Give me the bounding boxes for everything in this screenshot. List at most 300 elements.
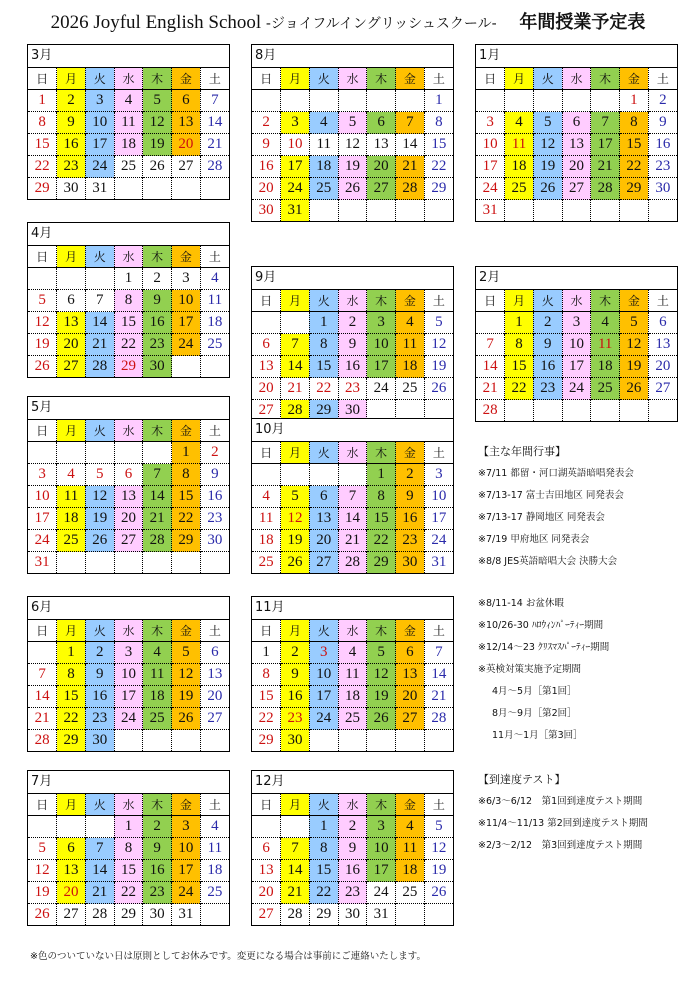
day-cell: 22: [172, 508, 201, 530]
day-cell: 8: [620, 112, 649, 134]
day-cell: 24: [114, 708, 143, 730]
day-cell: 27: [252, 904, 281, 926]
month-label: 10月: [252, 419, 453, 442]
weekday-header: 金: [172, 246, 201, 268]
empty-cell: [114, 442, 143, 464]
empty-cell: [114, 730, 143, 752]
period-item: ※8/11-14 お盆休暇: [478, 598, 564, 609]
day-cell: 11: [200, 290, 229, 312]
empty-cell: [562, 400, 591, 422]
day-cell: 1: [262, 644, 270, 660]
day-cell: 26: [338, 178, 367, 200]
eiken-period: 11月～1月［第3回］: [492, 730, 583, 741]
weekday-header: 日: [28, 68, 57, 90]
empty-cell: [252, 90, 281, 112]
day-cell: 3: [476, 112, 505, 134]
day-cell: 1: [505, 312, 534, 334]
day-cell: 18: [338, 686, 367, 708]
day-cell: 18: [396, 356, 425, 378]
day-cell: 7: [85, 838, 114, 860]
test-item: ※6/3～6/12 第1回到達度テスト期間: [478, 796, 643, 807]
day-cell: 13: [172, 112, 201, 134]
day-cell: 9: [200, 464, 229, 486]
day-cell: 25: [200, 882, 229, 904]
weekday-header: 金: [396, 68, 425, 90]
day-cell: 17: [28, 508, 57, 530]
day-cell: 14: [338, 508, 367, 530]
day-cell: 24: [309, 708, 338, 730]
weekday-header: 月: [281, 68, 310, 90]
weekday-header: 土: [648, 290, 677, 312]
empty-cell: [396, 730, 425, 752]
day-cell: 3: [424, 464, 453, 486]
weekday-header: 月: [281, 794, 310, 816]
day-cell: 1: [114, 268, 143, 290]
day-cell: 26: [172, 708, 201, 730]
weekday-header: 火: [85, 794, 114, 816]
day-cell: 10: [281, 134, 310, 156]
empty-cell: [200, 178, 229, 200]
weekday-header: 日: [252, 794, 281, 816]
day-cell: 1: [114, 816, 143, 838]
weekday-header: 土: [424, 290, 453, 312]
day-cell: 20: [114, 508, 143, 530]
empty-cell: [309, 200, 338, 222]
day-cell: 21: [476, 378, 505, 400]
empty-cell: [396, 904, 425, 926]
day-cell: 4: [200, 816, 229, 838]
event-item: ※7/19 甲府地区 同発表会: [478, 534, 590, 545]
weekday-header: 水: [114, 620, 143, 642]
weekday-header: 木: [367, 442, 396, 464]
day-cell: 27: [200, 708, 229, 730]
day-cell: 26: [85, 530, 114, 552]
month-calendar: [27, 222, 230, 378]
day-cell: 25: [57, 530, 86, 552]
day-cell: 2: [200, 442, 229, 464]
day-cell: 14: [28, 686, 57, 708]
day-cell: 29: [114, 904, 143, 926]
month-calendar: [475, 266, 678, 422]
day-cell: 4: [505, 112, 534, 134]
weekday-header: 土: [424, 442, 453, 464]
day-cell: 7: [28, 664, 57, 686]
eiken-period: 8月～9月［第2回］: [492, 708, 577, 719]
day-cell: 4: [591, 312, 620, 334]
day-cell: 16: [281, 686, 310, 708]
day-cell: 8: [309, 838, 338, 860]
weekday-header: 火: [309, 290, 338, 312]
day-cell: 24: [367, 882, 396, 904]
month-label: 9月: [252, 267, 453, 290]
weekday-header: 日: [252, 68, 281, 90]
day-cell: 12: [620, 334, 649, 356]
empty-cell: [85, 816, 114, 838]
day-cell: 6: [309, 486, 338, 508]
day-cell: 7: [281, 334, 310, 356]
day-cell: 21: [424, 686, 453, 708]
period-item: ※12/14～23 ｸﾘｽﾏｽﾊﾟｰﾃｨｰ期間: [478, 642, 610, 653]
day-cell: 6: [172, 90, 201, 112]
day-cell: 8: [114, 838, 143, 860]
weekday-header: 火: [533, 68, 562, 90]
month-calendar: [251, 596, 454, 752]
empty-cell: [338, 200, 367, 222]
day-cell: 2: [396, 464, 425, 486]
day-cell: 19: [281, 530, 310, 552]
empty-cell: [281, 312, 310, 334]
day-cell: 12: [281, 508, 310, 530]
empty-cell: [505, 400, 534, 422]
day-cell: 20: [562, 156, 591, 178]
day-cell: 5: [281, 486, 310, 508]
day-cell: 9: [252, 134, 281, 156]
empty-cell: [28, 442, 57, 464]
day-cell: 4: [114, 90, 143, 112]
day-cell: 26: [533, 178, 562, 200]
day-cell: 7: [424, 642, 453, 664]
day-cell: 25: [396, 378, 425, 400]
day-cell: 22: [620, 156, 649, 178]
day-cell: 21: [281, 378, 310, 400]
day-cell: 8: [424, 112, 453, 134]
day-cell: 30: [57, 178, 86, 200]
day-cell: 10: [28, 486, 57, 508]
day-cell: 21: [28, 708, 57, 730]
day-cell: 5: [367, 642, 396, 664]
empty-cell: [562, 90, 591, 112]
empty-cell: [252, 464, 281, 486]
empty-cell: [28, 816, 57, 838]
weekday-header: 火: [85, 420, 114, 442]
day-cell: 21: [143, 508, 172, 530]
day-cell: 30: [200, 530, 229, 552]
weekday-header: 日: [252, 290, 281, 312]
day-cell: 9: [143, 838, 172, 860]
empty-cell: [533, 200, 562, 222]
empty-cell: [367, 90, 396, 112]
day-cell: 1: [424, 90, 453, 112]
day-cell: 12: [143, 112, 172, 134]
day-cell: 26: [424, 378, 453, 400]
day-cell: 4: [252, 486, 281, 508]
empty-cell: [505, 90, 534, 112]
day-cell: 22: [114, 882, 143, 904]
day-cell: 27: [57, 356, 86, 378]
day-cell: 22: [424, 156, 453, 178]
day-cell: 29: [252, 730, 281, 752]
day-cell: 18: [309, 156, 338, 178]
events-heading: 【主な年間行事】: [478, 445, 566, 458]
day-cell: 5: [533, 112, 562, 134]
empty-cell: [562, 200, 591, 222]
day-cell: 13: [309, 508, 338, 530]
event-item: ※8/8 JES英語暗唱大会 決勝大会: [478, 556, 618, 567]
weekday-header: 金: [172, 794, 201, 816]
day-cell: 9: [533, 334, 562, 356]
day-cell: 1: [172, 442, 201, 464]
day-cell: 23: [57, 156, 86, 178]
weekday-header: 火: [309, 794, 338, 816]
day-cell: 18: [57, 508, 86, 530]
day-cell: 19: [620, 356, 649, 378]
day-cell: 28: [281, 400, 310, 422]
day-cell: 25: [114, 156, 143, 178]
weekday-header: 日: [28, 794, 57, 816]
empty-cell: [57, 268, 86, 290]
day-cell: 11: [338, 664, 367, 686]
day-cell: 27: [57, 904, 86, 926]
weekday-header: 木: [143, 620, 172, 642]
day-cell: 10: [309, 664, 338, 686]
day-cell: 16: [143, 312, 172, 334]
day-cell: 12: [85, 486, 114, 508]
day-cell: 25: [396, 882, 425, 904]
weekday-header: 日: [28, 420, 57, 442]
day-cell: 21: [591, 156, 620, 178]
weekday-header: 火: [309, 68, 338, 90]
day-cell: 30: [648, 178, 677, 200]
day-cell: 3: [309, 642, 338, 664]
day-cell: 19: [367, 686, 396, 708]
day-cell: 28: [28, 730, 57, 752]
empty-cell: [309, 730, 338, 752]
day-cell: 20: [200, 686, 229, 708]
empty-cell: [424, 730, 453, 752]
day-cell: 19: [424, 860, 453, 882]
empty-cell: [281, 816, 310, 838]
day-cell: 15: [367, 508, 396, 530]
day-cell: 9: [396, 486, 425, 508]
day-cell: 6: [252, 334, 281, 356]
day-cell: 15: [620, 134, 649, 156]
day-cell: 22: [505, 378, 534, 400]
day-cell: 7: [591, 112, 620, 134]
day-cell: 5: [620, 312, 649, 334]
day-cell: 9: [338, 838, 367, 860]
day-cell: 14: [476, 356, 505, 378]
day-cell: 5: [28, 838, 57, 860]
day-cell: 15: [424, 134, 453, 156]
period-notes: [478, 593, 609, 747]
day-cell: 26: [28, 356, 57, 378]
day-cell: 16: [533, 356, 562, 378]
day-cell: 7: [281, 838, 310, 860]
weekday-header: 木: [591, 290, 620, 312]
empty-cell: [252, 312, 281, 334]
day-cell: 19: [172, 686, 201, 708]
day-cell: 28: [396, 178, 425, 200]
day-cell: 28: [281, 904, 310, 926]
day-cell: 3: [114, 642, 143, 664]
day-cell: 24: [562, 378, 591, 400]
day-cell: 11: [505, 134, 534, 156]
day-cell: 16: [85, 686, 114, 708]
empty-cell: [281, 464, 310, 486]
empty-cell: [85, 552, 114, 574]
day-cell: 20: [396, 686, 425, 708]
day-cell: 15: [309, 860, 338, 882]
day-cell: 8: [252, 664, 281, 686]
empty-cell: [620, 400, 649, 422]
month-calendar: [475, 44, 678, 222]
day-cell: 10: [114, 664, 143, 686]
day-cell: 6: [562, 112, 591, 134]
title-japanese: 年間授業予定表: [519, 12, 646, 33]
test-item: ※2/3～2/12 第3回到達度テスト期間: [478, 840, 643, 851]
day-cell: 13: [114, 486, 143, 508]
empty-cell: [200, 552, 229, 574]
empty-cell: [114, 552, 143, 574]
day-cell: 20: [648, 356, 677, 378]
day-cell: 12: [338, 134, 367, 156]
day-cell: 2: [143, 268, 172, 290]
empty-cell: [396, 90, 425, 112]
day-cell: 18: [200, 312, 229, 334]
day-cell: 24: [85, 156, 114, 178]
day-cell: 28: [200, 156, 229, 178]
day-cell: 19: [533, 156, 562, 178]
day-cell: 28: [424, 708, 453, 730]
test-notes: [478, 769, 648, 857]
day-cell: 1: [309, 312, 338, 334]
empty-cell: [648, 400, 677, 422]
day-cell: 2: [85, 642, 114, 664]
weekday-header: 金: [172, 68, 201, 90]
empty-cell: [200, 730, 229, 752]
day-cell: 5: [85, 464, 114, 486]
day-cell: 4: [200, 268, 229, 290]
day-cell: 25: [143, 708, 172, 730]
day-cell: 28: [591, 178, 620, 200]
empty-cell: [57, 552, 86, 574]
day-cell: 20: [57, 882, 86, 904]
weekday-header: 金: [396, 620, 425, 642]
weekday-header: 金: [620, 290, 649, 312]
weekday-header: 火: [85, 68, 114, 90]
day-cell: 19: [338, 156, 367, 178]
day-cell: 30: [85, 730, 114, 752]
month-label: 1月: [476, 45, 677, 68]
empty-cell: [591, 200, 620, 222]
day-cell: 21: [396, 156, 425, 178]
weekday-header: 木: [367, 794, 396, 816]
weekday-header: 月: [505, 68, 534, 90]
day-cell: 6: [200, 642, 229, 664]
empty-cell: [143, 178, 172, 200]
day-cell: 24: [28, 530, 57, 552]
weekday-header: 火: [309, 442, 338, 464]
day-cell: 23: [281, 708, 310, 730]
day-cell: 6: [252, 838, 281, 860]
day-cell: 30: [338, 904, 367, 926]
day-cell: 21: [85, 882, 114, 904]
empty-cell: [338, 464, 367, 486]
day-cell: 20: [309, 530, 338, 552]
month-label: 12月: [252, 771, 453, 794]
day-cell: 27: [172, 156, 201, 178]
page-title: [0, 8, 696, 34]
weekday-header: 火: [85, 246, 114, 268]
title-kana: -ジョイフルイングリッシュスクール-: [265, 16, 497, 32]
month-label: 11月: [252, 597, 453, 620]
day-cell: 2: [338, 816, 367, 838]
day-cell: 23: [338, 378, 367, 400]
day-cell: 25: [338, 708, 367, 730]
day-cell: 10: [562, 334, 591, 356]
day-cell: 2: [533, 312, 562, 334]
day-cell: 21: [200, 134, 229, 156]
day-cell: 28: [338, 552, 367, 574]
month-label: 5月: [28, 397, 229, 420]
title-english: 2026 Joyful English School: [50, 12, 262, 33]
day-cell: 29: [620, 178, 649, 200]
day-cell: 5: [172, 642, 201, 664]
day-cell: 17: [281, 156, 310, 178]
day-cell: 21: [85, 334, 114, 356]
empty-cell: [252, 816, 281, 838]
day-cell: 8: [172, 464, 201, 486]
day-cell: 15: [309, 356, 338, 378]
weekday-header: 土: [200, 246, 229, 268]
day-cell: 4: [396, 312, 425, 334]
day-cell: 19: [28, 882, 57, 904]
empty-cell: [172, 178, 201, 200]
day-cell: 15: [114, 860, 143, 882]
day-cell: 12: [28, 860, 57, 882]
day-cell: 7: [85, 290, 114, 312]
weekday-header: 水: [114, 794, 143, 816]
events-notes: [478, 441, 634, 573]
day-cell: 31: [85, 178, 114, 200]
day-cell: 5: [143, 90, 172, 112]
empty-cell: [309, 90, 338, 112]
day-cell: 15: [505, 356, 534, 378]
weekday-header: 水: [338, 68, 367, 90]
day-cell: 3: [562, 312, 591, 334]
day-cell: 11: [114, 112, 143, 134]
day-cell: 22: [57, 708, 86, 730]
weekday-header: 日: [476, 68, 505, 90]
day-cell: 27: [252, 400, 281, 422]
day-cell: 16: [143, 860, 172, 882]
day-cell: 23: [396, 530, 425, 552]
day-cell: 20: [252, 378, 281, 400]
day-cell: 23: [200, 508, 229, 530]
weekday-header: 月: [281, 290, 310, 312]
day-cell: 19: [85, 508, 114, 530]
day-cell: 30: [252, 200, 281, 222]
month-calendar: [27, 44, 230, 200]
day-cell: 27: [309, 552, 338, 574]
empty-cell: [172, 356, 201, 378]
weekday-header: 水: [114, 420, 143, 442]
empty-cell: [309, 464, 338, 486]
event-item: ※7/13-17 富士吉田地区 同発表会: [478, 490, 624, 501]
weekday-header: 月: [57, 420, 86, 442]
weekday-header: 土: [200, 620, 229, 642]
day-cell: 14: [281, 356, 310, 378]
day-cell: 18: [396, 860, 425, 882]
day-cell: 20: [172, 134, 201, 156]
day-cell: 22: [28, 156, 57, 178]
weekday-header: 月: [57, 794, 86, 816]
weekday-header: 水: [562, 290, 591, 312]
month-calendar: [27, 770, 230, 926]
day-cell: 7: [200, 90, 229, 112]
weekday-header: 水: [338, 442, 367, 464]
day-cell: 13: [562, 134, 591, 156]
